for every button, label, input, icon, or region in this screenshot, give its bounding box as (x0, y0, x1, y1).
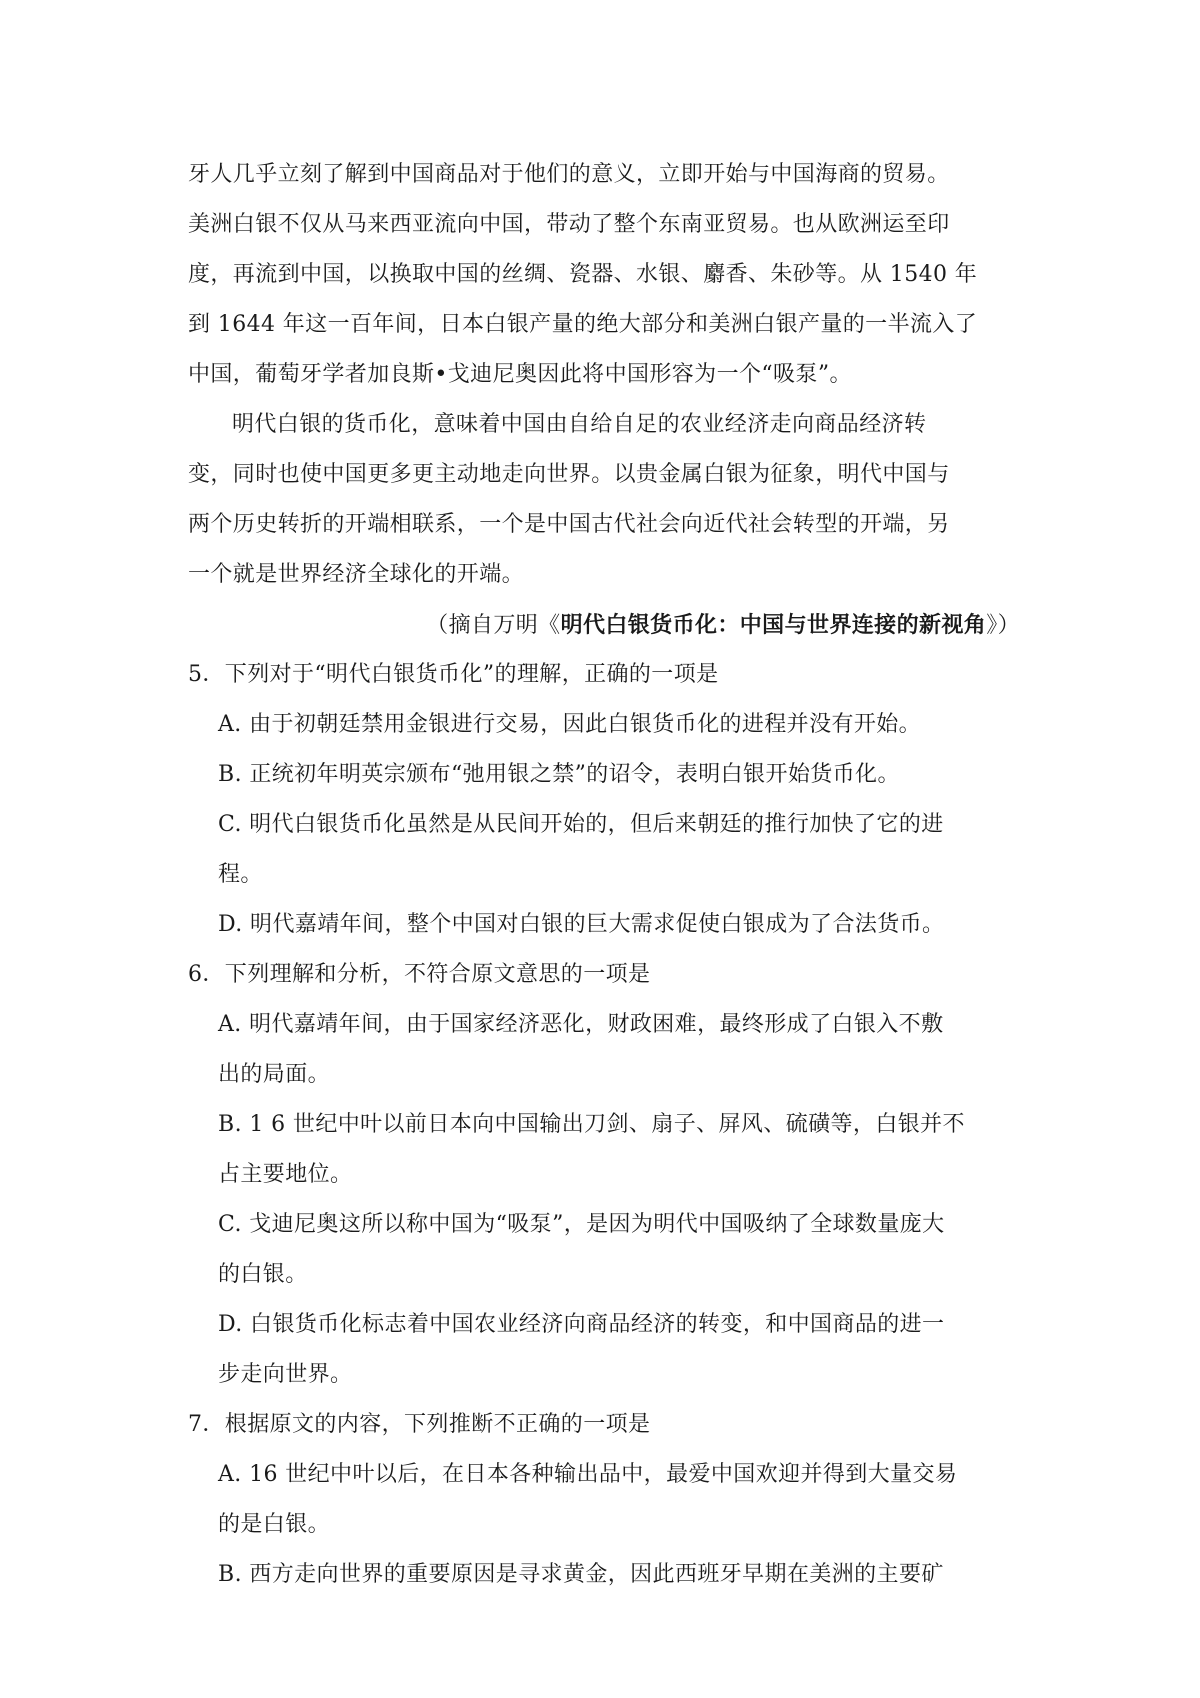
option-d-continued: 步走向世界。 (218, 1362, 353, 1387)
text-line: 明代白银的货币化，意味着中国由自给自足的农业经济走向商品经济转 (232, 412, 927, 437)
option-c-continued: 的白银。 (218, 1262, 308, 1287)
question-stem: 6．下列理解和分析，不符合原文意思的一项是 (188, 962, 651, 987)
option-b-continued: 占主要地位。 (218, 1162, 353, 1187)
option-a-continued: 出的局面。 (218, 1062, 331, 1087)
option-b: B. 正统初年明英宗颁布“弛用银之禁”的诏令，表明白银开始货币化。 (218, 762, 900, 787)
text-line: 到 1644 年这一百年间，日本白银产量的绝大部分和美洲白银产量的一半流入了 (188, 312, 978, 337)
question-5 (188, 650, 1028, 950)
text-line: 一个就是世界经济全球化的开端。 (188, 562, 525, 587)
option-c: C. 戈迪尼奥这所以称中国为“吸泵”，是因为明代中国吸纳了全球数量庞大 (218, 1212, 945, 1237)
option-c-continued: 程。 (218, 862, 263, 887)
text-line: 变，同时也使中国更多更主动地走向世界。以贵金属白银为征象，明代中国与 (188, 462, 950, 487)
option-a: A. 由于初朝廷禁用金银进行交易，因此白银货币化的进程并没有开始。 (218, 712, 922, 737)
question-stem: 5．下列对于“明代白银货币化”的理解，正确的一项是 (188, 662, 719, 687)
source-suffix: 》） (986, 613, 1020, 638)
source-prefix: （摘自万明《 (426, 613, 561, 638)
text-line: 两个历史转折的开端相联系，一个是中国古代社会向近代社会转型的开端，另 (188, 512, 950, 537)
question-7 (188, 1400, 1028, 1600)
option-a: A. 16 世纪中叶以后，在日本各种输出品中，最爱中国欢迎并得到大量交易 (218, 1462, 958, 1487)
question-stem: 7．根据原文的内容，下列推断不正确的一项是 (188, 1412, 651, 1437)
option-d: D. 白银货币化标志着中国农业经济向商品经济的转变，和中国商品的进一 (218, 1312, 945, 1337)
option-b: B. 1 6 世纪中叶以前日本向中国输出刀剑、扇子、屏风、硫磺等，白银并不 (218, 1112, 965, 1137)
source-citation (188, 600, 1028, 650)
text-line: 美洲白银不仅从马来西亚流向中国，带动了整个东南亚贸易。也从欧洲运至印 (188, 212, 950, 237)
option-b: B. 西方走向世界的重要原因是寻求黄金，因此西班牙早期在美洲的主要矿 (218, 1562, 944, 1587)
text-line: 牙人几乎立刻了解到中国商品对于他们的意义，立即开始与中国海商的贸易。 (188, 162, 950, 187)
option-d: D. 明代嘉靖年间，整个中国对白银的巨大需求促使白银成为了合法货币。 (218, 912, 945, 937)
text-line: 中国，葡萄牙学者加良斯•戈迪尼奥因此将中国形容为一个“吸泵”。 (188, 362, 852, 387)
option-a-continued: 的是白银。 (218, 1512, 331, 1537)
option-a: A. 明代嘉靖年间，由于国家经济恶化，财政困难，最终形成了白银入不敷 (218, 1012, 944, 1037)
passage-paragraph-1 (188, 150, 1028, 400)
question-6 (188, 950, 1028, 1400)
passage-paragraph-2 (188, 400, 1028, 600)
option-c: C. 明代白银货币化虽然是从民间开始的，但后来朝廷的推行加快了它的进 (218, 812, 944, 837)
source-title: 明代白银货币化：中国与世界连接的新视角 (560, 612, 987, 638)
document-page (188, 150, 1028, 1600)
text-line: 度，再流到中国，以换取中国的丝绸、瓷器、水银、麝香、朱砂等。从 1540 年 (188, 262, 978, 287)
